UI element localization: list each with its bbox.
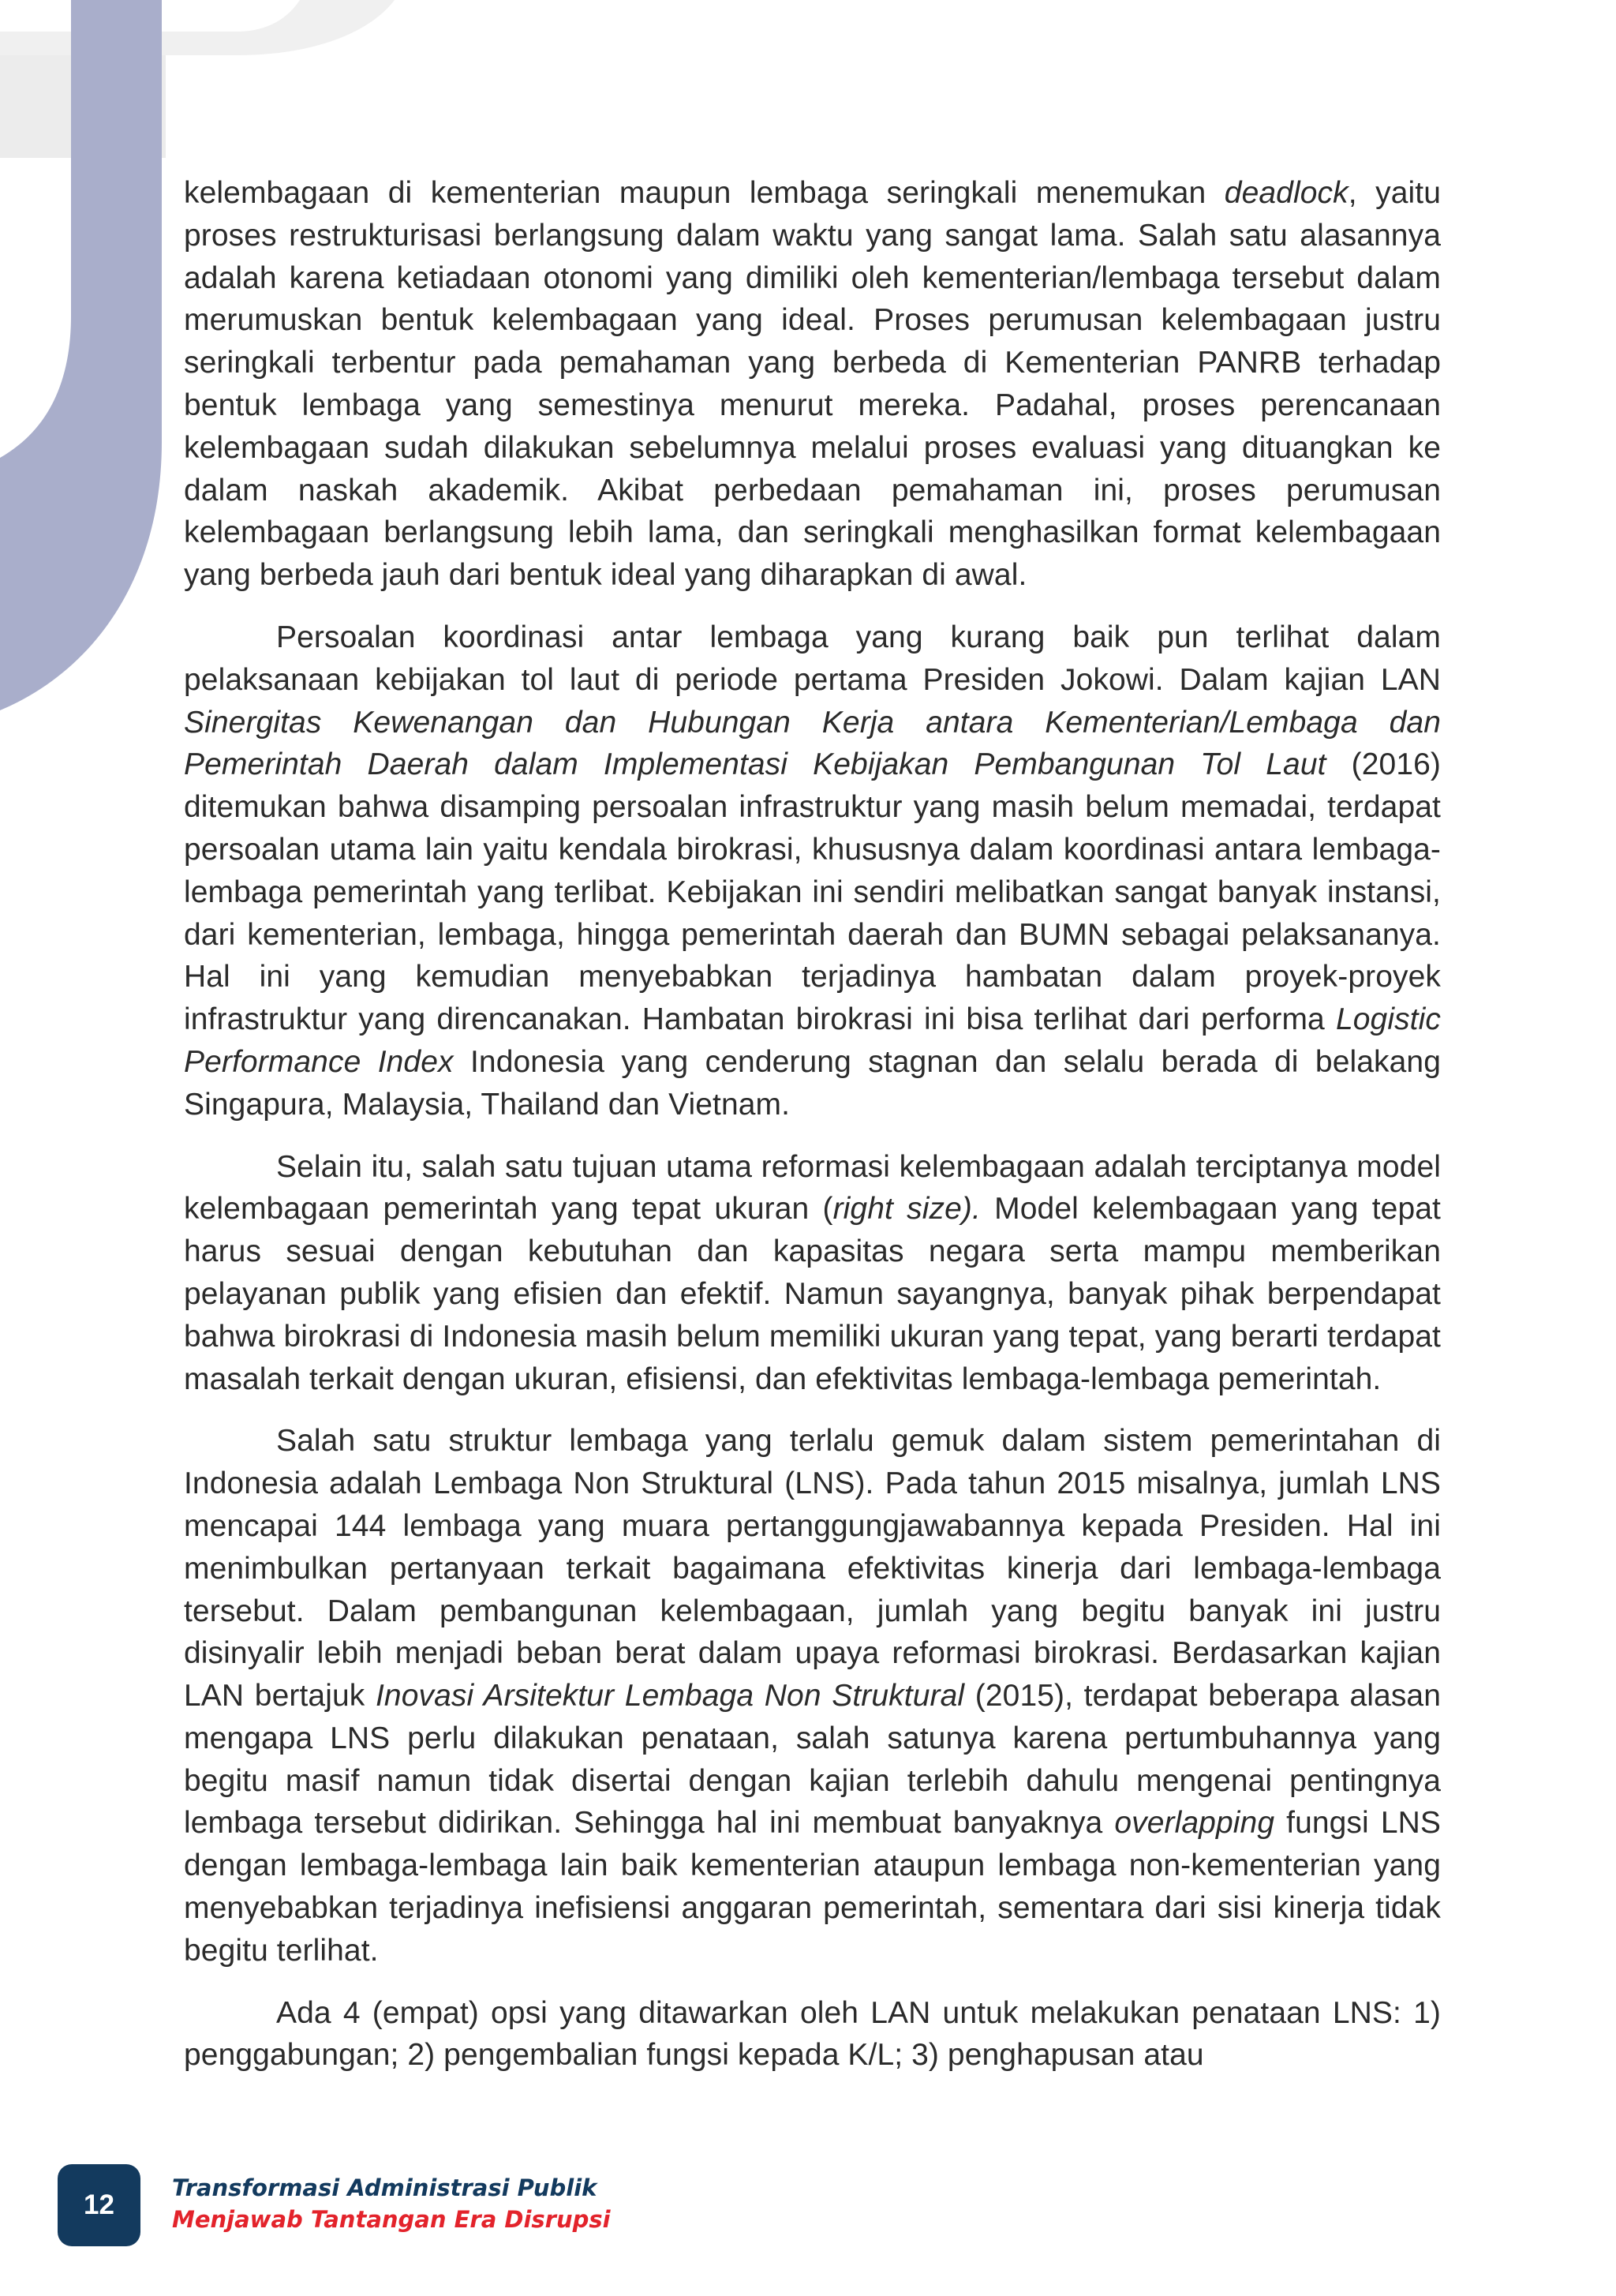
body-paragraph xyxy=(184,1146,1441,1401)
text-run: , yaitu proses restrukturisasi berlangsung dalam waktu yang sangat lama. Salah satu alasannya adalah karena ketiadaan otonomi yang dimiliki oleh kementerian/lembaga tersebut dalam merumuskan bentuk kelembagaan yang ideal. Proses perumusan kelembagaan justru seringkali terbentur pada pemahaman yang berbeda di Kementerian PANRB terhadap bentuk lembaga yang semestinya menurut mereka. Padahal, proses perencanaan kelembagaan sudah dilakukan sebelumnya melalui proses evaluasi yang dituangkan ke dalam naskah akademik. Akibat perbedaan pemahaman ini, proses perumusan kelembagaan berlangsung lebih lama, dan seringkali menghasilkan format kelembagaan yang berbeda jauh dari bentuk ideal yang diharapkan di awal. xyxy=(184,176,1441,593)
text-run: kelembagaan di kementerian maupun lembaga seringkali menemukan xyxy=(184,176,1225,210)
text-run: fungsi LNS dengan lembaga-lembaga lain baik kementerian ataupun lembaga non-kementerian yang menyebabkan terjadinya inefisiensi anggaran pemerintah, sementara dari sisi kinerja tidak begitu terlihat. xyxy=(184,1806,1441,1968)
body-paragraph xyxy=(184,1420,1441,1972)
light-arc-shape xyxy=(0,0,395,55)
page-number-badge xyxy=(58,2164,140,2246)
text-run: Salah satu struktur lembaga yang terlalu gemuk dalam sistem pemerintahan di Indonesia adalah Lembaga Non Struktural (LNS). Pada tahun 2015 misalnya, jumlah LNS mencapai 144 lembaga yang muara pertanggungjawabannya kepada Presiden. Hal ini menimbulkan pertanyaan terkait bagaimana efektivitas kinerja dari lembaga-lembaga tersebut. Dalam pembangunan kelembagaan, jumlah yang begitu banyak ini justru disinyalir lebih menjadi beban berat dalam upaya reformasi birokrasi. Berdasarkan kajian LAN bertajuk xyxy=(184,1424,1441,1714)
body-paragraph xyxy=(184,1992,1441,2077)
text-run: (2016) ditemukan bahwa disamping persoalan infrastruktur yang masih belum memadai, terdapat persoalan utama lain yaitu kendala birokrasi, khususnya dalam koordinasi antara lembaga-lembaga pemerintah yang terlibat. Kebijakan ini sendiri melibatkan sangat banyak instansi, dari kementerian, lembaga, hingga pemerintah daerah dan BUMN sebagai pelaksananya. Hal ini yang kemudian menyebabkan terjadinya hambatan dalam proyek-proyek infrastruktur yang direncanakan. Hambatan birokrasi ini bisa terlihat dari performa xyxy=(184,747,1441,1037)
body-paragraph xyxy=(184,616,1441,1126)
text-run: Model kelembagaan yang tepat harus sesuai dengan kebutuhan dan kapasitas negara serta mampu memberikan pelayanan publik yang efisien dan efektif. Namun sayangnya, banyak pihak berpendapat bahwa birokrasi di Indonesia masih belum memiliki ukuran yang tepat, yang berarti terdapat masalah terkait dengan ukuran, efisiensi, dan efektivitas lembaga-lembaga pemerintah. xyxy=(184,1192,1441,1396)
document-body xyxy=(184,172,1441,2096)
italic-text: Logistic Performance Index xyxy=(184,1002,1441,1079)
italic-text: Sinergitas Kewenangan dan Hubungan Kerja antara Kementerian/Lembaga dan Pemerintah Daerah dalam Implementasi Kebijakan Pembangunan Tol Laut xyxy=(184,705,1441,782)
footer-title-line1: Transformasi Administrasi Publik xyxy=(172,2174,597,2201)
italic-text: deadlock xyxy=(1224,176,1349,210)
body-paragraph xyxy=(184,172,1441,597)
italic-text: Inovasi Arsitektur Lembaga Non Struktural xyxy=(376,1679,965,1714)
italic-text: overlapping xyxy=(1114,1806,1275,1841)
text-run: (2015), terdapat beberapa alasan mengapa LNS perlu dilakukan penataan, salah satunya karena pertumbuhannya yang begitu masif namun tidak disertai dengan kajian terlebih dahulu mengenai pentingnya lembaga tersebut didirikan. Sehingga hal ini membuat banyaknya xyxy=(184,1679,1442,1841)
text-run: Ada 4 (empat) opsi yang ditawarkan oleh LAN untuk melakukan penataan LNS: 1) penggabungan; 2) pengembalian fungsi kepada K/L; 3) penghapusan atau xyxy=(184,1995,1441,2073)
text-run: Selain itu, salah satu tujuan utama reformasi kelembagaan adalah terciptanya model kelembagaan pemerintah yang tepat ukuran ( xyxy=(184,1149,1441,1227)
footer-title-line2: Menjawab Tantangan Era Disrupsi xyxy=(172,2206,611,2233)
page-number: 12 xyxy=(84,2189,114,2220)
text-run: Indonesia yang cenderung stagnan dan selalu berada di belakang Singapura, Malaysia, Thailand dan Vietnam. xyxy=(184,1044,1442,1122)
text-run: Persoalan koordinasi antar lembaga yang kurang baik pun terlihat dalam pelaksanaan kebijakan tol laut di periode pertama Presiden Jokowi. Dalam kajian LAN xyxy=(184,620,1441,697)
footer-book-title xyxy=(172,2172,611,2235)
italic-text: right size). xyxy=(832,1192,981,1227)
